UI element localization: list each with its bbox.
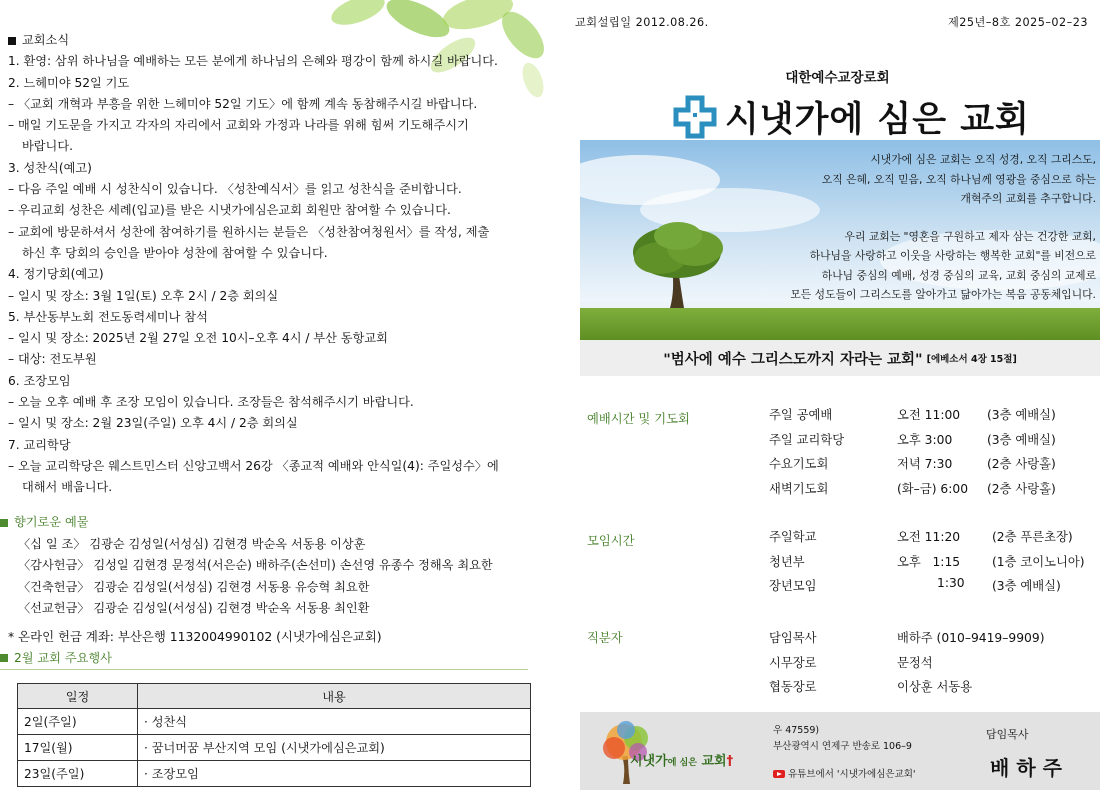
church-notices: [8, 30, 538, 499]
left-page: [0, 0, 548, 800]
worship-name: 새벽기도회: [769, 481, 829, 496]
offerings-section: [0, 512, 540, 620]
notice-line: 7. 교리학당: [8, 437, 71, 452]
hero-line: 하나님을 사랑하고 이웃을 사랑하는 행복한 교회"를 비전으로: [809, 249, 1096, 262]
meeting-place: (1층 코이노니아): [992, 554, 1085, 569]
offering-line: 〈선교헌금〉 김광순 김성일(서성심) 김현경 박순옥 서동용 최인환: [18, 601, 370, 615]
church-vision-paragraph: [766, 227, 1096, 305]
staff-role: 협동장로: [769, 680, 817, 694]
established-date: 교회설립일 2012.08.26.: [575, 16, 709, 29]
meeting-name: 장년모임: [769, 579, 817, 593]
notice-line: 5. 부산동부노회 전도동력세미나 참석: [8, 309, 208, 324]
notice-line: – 일시 및 장소: 2월 23일(주일) 오후 4시 / 2층 회의실: [8, 416, 298, 431]
table-row: [18, 735, 531, 761]
staff-value: 배하주 (010–9419–9909): [897, 631, 1045, 645]
notice-line: 1. 환영: 삼위 하나님을 예배하는 모든 분에게 하나님의 은혜와 평강이 함께 하시길 바랍니다.: [8, 54, 498, 69]
hero-line: 우리 교회는 "영혼을 구원하고 제자 삼는 건강한 교회,: [844, 229, 1096, 243]
notice-line: – 일시 및 장소: 2025년 2월 27일 오전 10시–오후 4시 / 부산 동항교회: [8, 331, 388, 346]
worship-time: 오전 11:00: [897, 408, 961, 422]
notice-line: – 일시 및 장소: 3월 1일(토) 오후 2시 / 2층 회의실: [8, 288, 279, 303]
offerings-title: 향기로운 예물: [0, 512, 540, 534]
notice-line: 2. 느헤미야 52일 기도: [8, 75, 130, 90]
church-address: 부산광역시 연제구 반송로 106–9: [773, 741, 912, 752]
notice-lines: [8, 51, 538, 498]
worship-time: (화–금) 6:00: [897, 481, 969, 496]
events-header-date: 일정: [18, 684, 138, 709]
staff-role: 시무장로: [769, 655, 817, 670]
meeting-name: 청년부: [769, 554, 805, 569]
square-bullet-icon: [0, 654, 8, 662]
worship-place: (2층 사랑홀): [987, 481, 1056, 496]
notice-line: 대해서 배웁니다.: [22, 480, 113, 495]
youtube-icon: [773, 770, 785, 778]
footer-pastor-name: 배하주: [990, 756, 1069, 780]
event-content: · 성찬식: [138, 709, 531, 735]
worship-times-title: 예배시간 및 기도회: [587, 412, 690, 426]
hero-line: 모든 성도들이 그리스도를 알아가고 닮아가는 복음 공동체입니다.: [790, 288, 1096, 301]
hero-text: [766, 150, 1096, 305]
notice-line: 6. 조장모임: [8, 373, 71, 388]
church-cross-logo-icon: [673, 95, 717, 139]
event-content: · 조장모임: [138, 761, 531, 787]
staff-title: 직분자: [587, 631, 623, 645]
meeting-name: 주일학교: [769, 530, 817, 544]
notice-line: – 대상: 전도부원: [8, 352, 97, 367]
postal-code: 우 47559): [773, 725, 820, 736]
church-identity-paragraph: [766, 150, 1096, 209]
worship-time: 오후 3:00: [897, 432, 953, 447]
hero-line: 오직 은혜, 오직 믿음, 오직 하나님께 영광을 중심으로 하는: [821, 172, 1096, 186]
youtube-info: 유튜브에서 '시냇가에심은교회': [773, 766, 916, 780]
square-bullet-icon: [0, 519, 8, 527]
worship-name: 수요기도회: [769, 457, 829, 471]
motto-text: "범사에 예수 그리스도까지 자라는 교회": [663, 351, 923, 368]
hero-banner: [580, 140, 1100, 340]
staff-role: 담임목사: [769, 631, 817, 645]
worship-place: (2층 사랑홀): [987, 457, 1056, 471]
meeting-place: (2층 푸른초장): [992, 530, 1073, 544]
event-date: 2일(주일): [18, 709, 138, 735]
notice-line: 4. 정기당회(예고): [8, 267, 104, 282]
church-title: [673, 92, 1030, 142]
church-name: 시냇가에 심은 교회: [725, 100, 1030, 140]
event-date: 23일(주일): [18, 761, 138, 787]
motto-bar: [580, 340, 1100, 376]
events-table: [17, 683, 531, 787]
notice-line: 하신 후 당회의 승인을 받아야 성찬에 참여할 수 있습니다.: [22, 245, 328, 260]
cross-icon: †: [726, 754, 734, 769]
notice-line: – 오늘 교리학당은 웨스트민스터 신앙고백서 26강 〈종교적 예배와 안식일(4): 주일성수〉에: [8, 458, 499, 473]
table-row: [18, 709, 531, 735]
hero-line: 하나님 중심의 예배, 성경 중심의 교육, 교회 중심의 교제로: [821, 268, 1096, 282]
footer-pastor-title: 담임목사: [986, 728, 1029, 741]
notice-line: – 오늘 오후 예배 후 조장 모임이 있습니다. 조장들은 참석해주시기 바랍니다.: [8, 395, 414, 410]
notice-line: 3. 성찬식(예고): [8, 160, 92, 175]
event-content: · 꿈너머꿈 부산지역 모임 (시냇가에심은교회): [138, 735, 531, 761]
events-header-content: 내용: [138, 684, 531, 709]
meeting-time: 오후 1:15: [897, 554, 961, 569]
square-bullet-icon: [8, 37, 16, 45]
meeting-place: (3층 예배실): [992, 579, 1061, 593]
offering-line: 〈건축헌금〉 김광순 김성일(서성심) 김현경 서동용 유승혁 최요한: [18, 579, 370, 594]
denomination: 대한예수교장로회: [785, 70, 890, 86]
staff-value: 이상훈 서동용: [897, 680, 973, 694]
table-row: [18, 761, 531, 787]
worship-name: 주일 공예배: [769, 408, 833, 422]
right-page: [575, 0, 1100, 800]
notice-line: 바랍니다.: [22, 139, 73, 154]
footer-box: [580, 712, 1100, 790]
motto-reference: [에베소서 4장 15절]: [926, 354, 1017, 365]
hero-line: 개혁주의 교회를 추구합니다.: [960, 192, 1096, 205]
issue-number: 제25년–8호 2025–02–23: [947, 16, 1088, 29]
footer-logo-text: 시냇가에 심은 교회†: [630, 754, 734, 769]
meeting-time: 1:30: [937, 576, 965, 590]
notice-line: – 우리교회 성찬은 세례(입교)를 받은 시냇가에심은교회 회원만 참여할 수 있습니다.: [8, 203, 451, 218]
worship-time: 저녁 7:30: [897, 457, 953, 471]
offering-line: 〈십 일 조〉 김광순 김성일(서성심) 김현경 박순옥 서동용 이상훈: [18, 536, 366, 551]
worship-place: (3층 예배실): [987, 408, 1056, 422]
event-date: 17일(월): [18, 735, 138, 761]
events-title: 2월 교회 주요행사: [0, 649, 528, 670]
worship-place: (3층 예배실): [987, 432, 1056, 447]
staff-value: 문정석: [897, 655, 933, 670]
offering-line: 〈감사헌금〉 김성일 김현경 문정석(서은순) 배하주(손선미) 손선영 유종수 정해옥 최요한: [18, 558, 493, 572]
worship-name: 주일 교리학당: [769, 432, 845, 447]
notices-title: 교회소식: [8, 30, 538, 51]
notice-line: – 교회에 방문하셔서 성찬에 참여하기를 원하시는 분들은 〈성찬참여청원서〉를 작성, 제출: [8, 224, 490, 239]
notice-line: – 〈교회 개혁과 부흥을 위한 느헤미야 52일 기도〉에 함께 계속 동참해주시길 바랍니다.: [8, 96, 478, 111]
notice-line: – 매일 기도문을 가지고 각자의 자리에서 교회와 가정과 나라를 위해 힘써 기도해주시기: [8, 118, 469, 133]
online-offering-account: * 온라인 헌금 계좌: 부산은행 1132004990102 (시냇가에심은교회): [8, 629, 382, 644]
meeting-times-title: 모임시간: [587, 534, 635, 548]
meeting-time: 오전 11:20: [897, 530, 961, 544]
hero-line: 시냇가에 심은 교회는 오직 성경, 오직 그리스도,: [870, 153, 1096, 166]
notice-line: – 다음 주일 예배 시 성찬식이 있습니다. 〈성찬예식서〉를 읽고 성찬식을 준비합니다.: [8, 182, 462, 197]
offering-lines: [0, 534, 540, 620]
